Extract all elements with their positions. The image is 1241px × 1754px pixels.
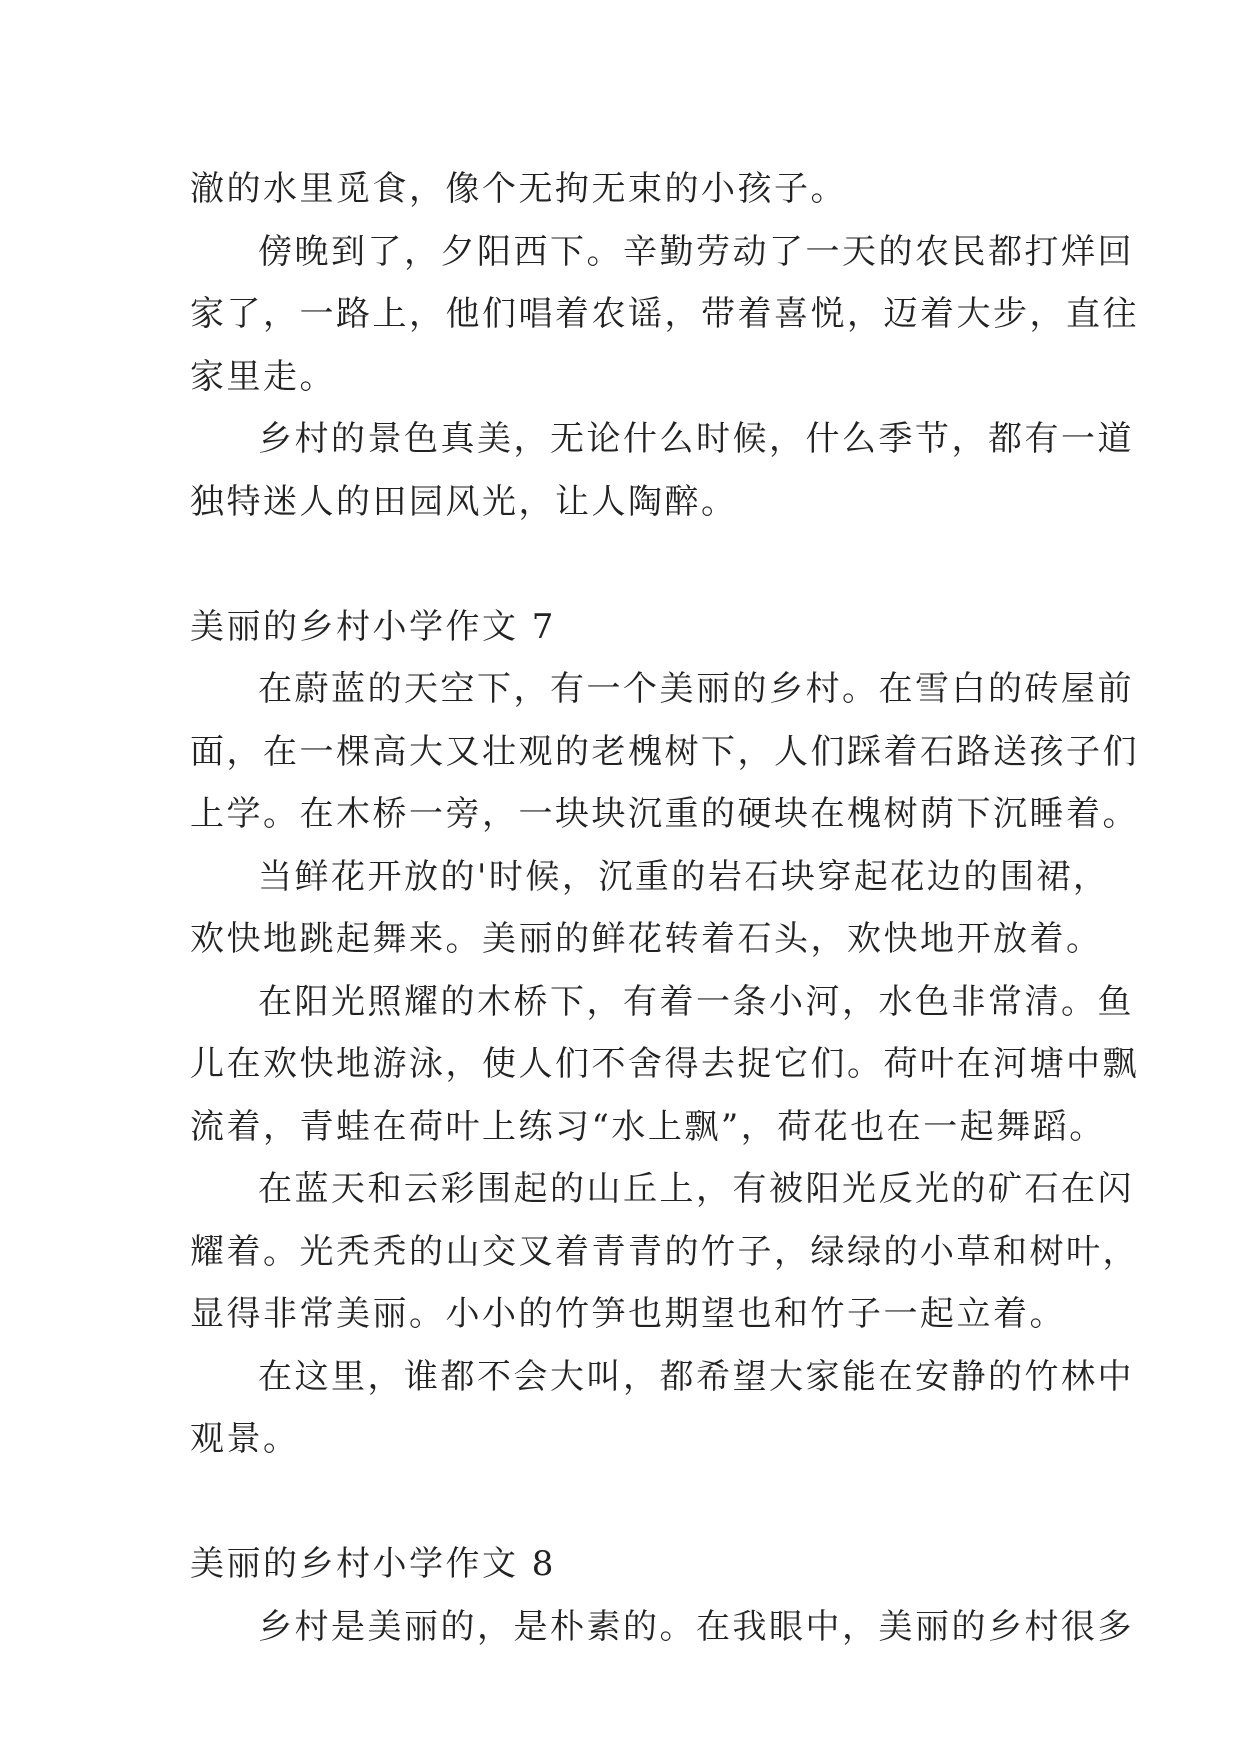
- text-line: 在阳光照耀的木桥下，有着一条小河，水色非常清。鱼: [258, 981, 1134, 1022]
- paragraph: [190, 1158, 1139, 1346]
- text-line: 流着，青蛙在荷叶上练习“水上飘”，荷花也在一起舞蹈。: [190, 1106, 1106, 1147]
- text-line: 乡村的景色真美，无论什么时候，什么季节，都有一道: [258, 419, 1134, 459]
- paragraph: [190, 221, 1139, 409]
- text-line: 家里走。: [190, 356, 336, 397]
- blank-line: [190, 533, 1070, 596]
- text-line: 在这里，谁都不会大叫，都希望大家能在安静的竹林中: [258, 1356, 1134, 1397]
- text-line: 家了，一路上，他们唱着农谣，带着喜悦，迈着大步，直往: [190, 294, 1139, 334]
- paragraph: [190, 971, 1139, 1159]
- text-line: 乡村是美丽的，是朴素的。在我眼中，美丽的乡村很多: [258, 1606, 1134, 1647]
- section-heading: 美丽的乡村小学作文 7: [190, 606, 556, 647]
- text-line: 儿在欢快地游泳，使人们不舍得去捉它们。荷叶在河塘中飘: [190, 1044, 1139, 1084]
- text-line: 独特迷人的田园风光，让人陶醉。: [190, 481, 738, 522]
- paragraph: [190, 408, 1134, 533]
- text-line: 在蓝天和云彩围起的山丘上，有被阳光反光的矿石在闪: [258, 1169, 1134, 1209]
- text-line: 上学。在木桥一旁，一块块沉重的硬块在槐树荫下沉睡着。: [190, 794, 1139, 834]
- text-line: 在蔚蓝的天空下，有一个美丽的乡村。在雪白的砖屋前: [258, 669, 1134, 709]
- text-line: 观景。: [190, 1419, 300, 1459]
- paragraph: [190, 658, 1139, 846]
- section-heading: 美丽的乡村小学作文 8: [190, 1544, 556, 1584]
- paragraph: [190, 1596, 1134, 1659]
- text-line: 面，在一棵高大又壮观的老槐树下，人们踩着石路送孩子们: [190, 731, 1139, 772]
- paragraph: [190, 1346, 1134, 1471]
- text-line: 欢快地跳起舞来。美丽的鲜花转着石头，欢快地开放着。: [190, 919, 1103, 959]
- paragraph: [190, 158, 1070, 221]
- text-line: 当鲜花开放的'时候，沉重的岩石块穿起花边的围裙，: [258, 856, 1110, 897]
- text-line: 显得非常美丽。小小的竹笋也期望也和竹子一起立着。: [190, 1294, 1066, 1334]
- blank-line: [190, 1471, 1070, 1534]
- paragraph: [190, 846, 1110, 971]
- text-line: 耀着。光秃秃的山交叉着青青的竹子，绿绿的小草和树叶，: [190, 1231, 1139, 1272]
- text-line: 傍晚到了，夕阳西下。辛勤劳动了一天的农民都打烊回: [258, 231, 1134, 272]
- text-line: 澈的水里觅食，像个无拘无束的小孩子。: [190, 169, 847, 209]
- document-body: [190, 158, 1139, 1658]
